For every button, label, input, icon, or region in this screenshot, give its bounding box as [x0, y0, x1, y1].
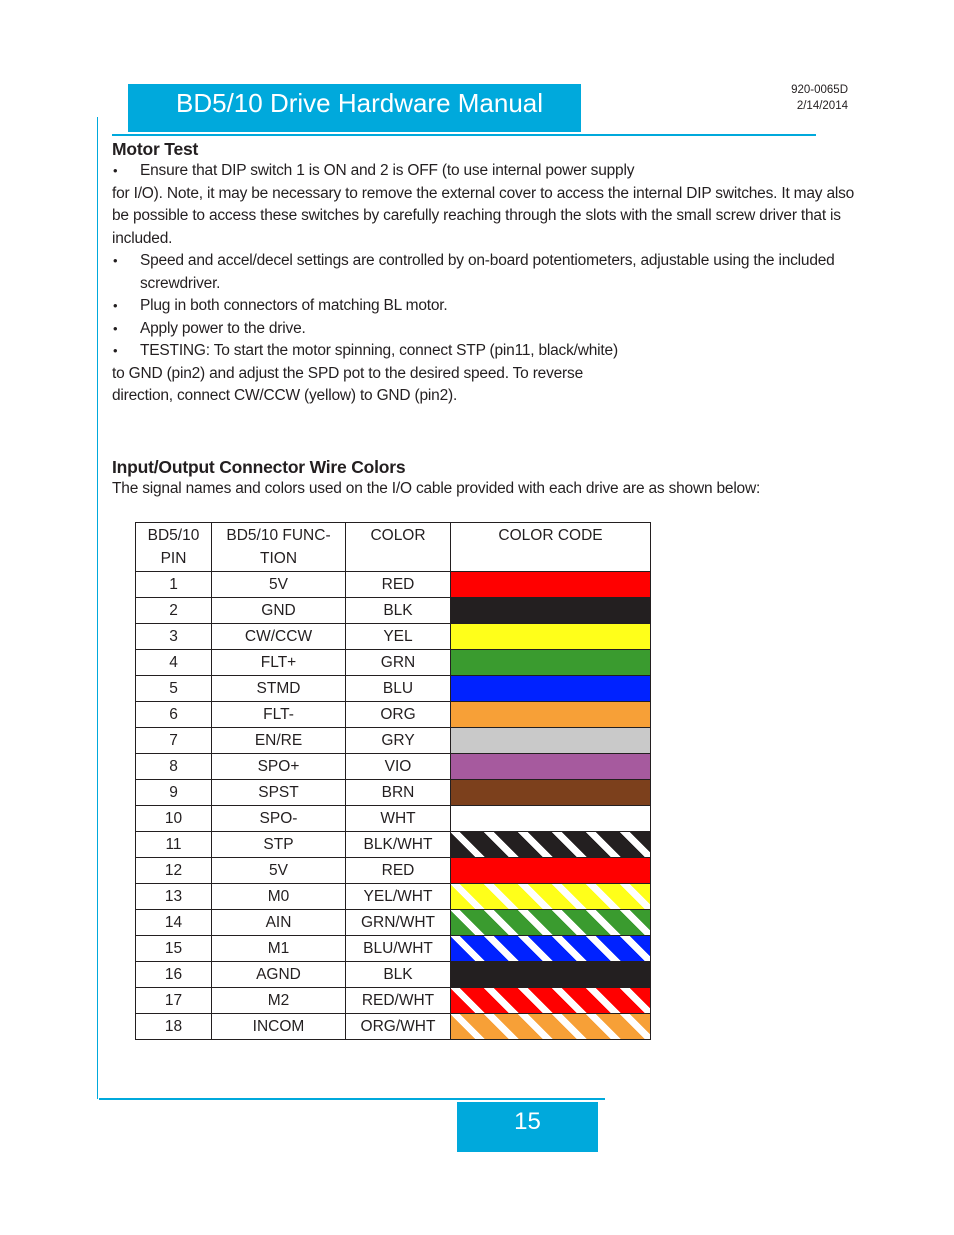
table-row: [136, 962, 651, 988]
testing-continuation-2: direction, connect CW/CCW (yellow) to GND (pin2).: [112, 387, 458, 404]
color-name-cell: YEL: [346, 624, 451, 650]
wire-table-body: [136, 572, 651, 1040]
function-cell: GND: [212, 598, 346, 624]
color-swatch: [451, 702, 650, 727]
manual-title-banner: [128, 84, 581, 132]
pin-cell: 12: [136, 858, 212, 884]
pin-cell: 6: [136, 702, 212, 728]
pin-cell: 9: [136, 780, 212, 806]
function-cell: M0: [212, 884, 346, 910]
list-item: • Speed and accel/decel settings are controlled by on-board potentiometers, adjustable using the included screwdriver.: [112, 250, 862, 295]
document-number: 920-0065D: [791, 84, 848, 96]
column-header-function-line1: BD5/10 FUNC-: [226, 527, 331, 544]
pin-cell: 13: [136, 884, 212, 910]
color-name-cell: BLU/WHT: [346, 936, 451, 962]
color-swatch: [451, 598, 650, 623]
table-row: [136, 1014, 651, 1040]
color-code-cell: [451, 728, 651, 754]
color-code-cell: [451, 676, 651, 702]
table-row: [136, 884, 651, 910]
page-content: [112, 138, 862, 500]
table-row: [136, 988, 651, 1014]
bullet-continuation: for I/O). Note, it may be necessary to remove the external cover to access the internal DIP switches. It may also be possible to access these switches by carefully reaching through the slots with the small screw driver that is included.: [112, 184, 855, 247]
pin-cell: 8: [136, 754, 212, 780]
table-row: [136, 572, 651, 598]
document-meta: [791, 82, 848, 114]
table-row: [136, 832, 651, 858]
manual-title: BD5/10 Drive Hardware Manual: [176, 88, 544, 118]
function-cell: AIN: [212, 910, 346, 936]
function-cell: 5V: [212, 858, 346, 884]
list-item: • TESTING: To start the motor spinning, connect STP (pin11, black/white): [112, 340, 862, 363]
color-code-cell: [451, 702, 651, 728]
table-row: [136, 936, 651, 962]
column-header-color: COLOR: [346, 523, 451, 572]
function-cell: STP: [212, 832, 346, 858]
color-code-cell: [451, 936, 651, 962]
function-cell: FLT-: [212, 702, 346, 728]
pin-cell: 2: [136, 598, 212, 624]
table-row: [136, 624, 651, 650]
table-row: [136, 858, 651, 884]
io-colors-intro: The signal names and colors used on the I/O cable provided with each drive are as shown below:: [112, 479, 761, 497]
color-name-cell: RED/WHT: [346, 988, 451, 1014]
bullet-text: Ensure that DIP switch 1 is ON and 2 is OFF (to use internal power supply: [140, 162, 635, 179]
table-row: [136, 754, 651, 780]
color-code-cell: [451, 832, 651, 858]
striped-color-swatch: [451, 884, 650, 909]
function-cell: SPO-: [212, 806, 346, 832]
color-name-cell: BLU: [346, 676, 451, 702]
striped-color-swatch: [451, 1014, 650, 1039]
table-row: [136, 806, 651, 832]
table-row: [136, 598, 651, 624]
color-code-cell: [451, 806, 651, 832]
list-item: • Apply power to the drive.: [112, 318, 862, 341]
pin-cell: 7: [136, 728, 212, 754]
table-header-row: [136, 523, 651, 572]
io-colors-heading: Input/Output Connector Wire Colors: [112, 456, 406, 477]
color-name-cell: VIO: [346, 754, 451, 780]
color-code-cell: [451, 1014, 651, 1040]
color-swatch: [451, 858, 650, 883]
color-code-cell: [451, 962, 651, 988]
color-code-cell: [451, 910, 651, 936]
pin-cell: 4: [136, 650, 212, 676]
pin-cell: 15: [136, 936, 212, 962]
color-name-cell: GRN: [346, 650, 451, 676]
pin-cell: 1: [136, 572, 212, 598]
pin-cell: 5: [136, 676, 212, 702]
color-name-cell: RED: [346, 572, 451, 598]
table-row: [136, 910, 651, 936]
striped-color-swatch: [451, 988, 650, 1013]
column-header-pin-line2: PIN: [160, 550, 187, 567]
pin-cell: 14: [136, 910, 212, 936]
left-rule: [97, 117, 98, 1099]
color-name-cell: RED: [346, 858, 451, 884]
pin-cell: 10: [136, 806, 212, 832]
table-row: [136, 650, 651, 676]
pin-cell: 16: [136, 962, 212, 988]
pin-cell: 17: [136, 988, 212, 1014]
color-swatch: [451, 728, 650, 753]
column-header-color-code: COLOR CODE: [451, 523, 651, 572]
color-name-cell: WHT: [346, 806, 451, 832]
column-header-function: [212, 523, 346, 572]
column-header-function-line2: TION: [259, 550, 298, 567]
color-swatch: [451, 572, 650, 597]
color-swatch: [451, 650, 650, 675]
function-cell: M1: [212, 936, 346, 962]
function-cell: M2: [212, 988, 346, 1014]
table-row: [136, 728, 651, 754]
list-item: • Plug in both connectors of matching BL motor.: [112, 295, 862, 318]
color-name-cell: YEL/WHT: [346, 884, 451, 910]
motor-test-list: [112, 160, 862, 183]
function-cell: EN/RE: [212, 728, 346, 754]
color-code-cell: [451, 650, 651, 676]
color-code-cell: [451, 884, 651, 910]
color-name-cell: BLK/WHT: [346, 832, 451, 858]
pin-cell: 3: [136, 624, 212, 650]
function-cell: AGND: [212, 962, 346, 988]
function-cell: FLT+: [212, 650, 346, 676]
list-item: [112, 160, 862, 183]
color-code-cell: [451, 858, 651, 884]
color-name-cell: ORG/WHT: [346, 1014, 451, 1040]
color-swatch: [451, 624, 650, 649]
table-row: [136, 676, 651, 702]
document-date: 2/14/2014: [796, 100, 848, 112]
color-code-cell: [451, 754, 651, 780]
color-swatch: [451, 676, 650, 701]
color-name-cell: BLK: [346, 962, 451, 988]
pin-cell: 18: [136, 1014, 212, 1040]
motor-test-heading: Motor Test: [112, 139, 199, 159]
color-code-cell: [451, 988, 651, 1014]
page-number-box: [457, 1102, 598, 1152]
function-cell: STMD: [212, 676, 346, 702]
color-name-cell: GRN/WHT: [346, 910, 451, 936]
color-code-cell: [451, 572, 651, 598]
function-cell: INCOM: [212, 1014, 346, 1040]
striped-color-swatch: [451, 910, 650, 935]
function-cell: CW/CCW: [212, 624, 346, 650]
color-swatch: [451, 806, 650, 831]
page-number: 15: [514, 1108, 541, 1135]
table-row: [136, 780, 651, 806]
column-header-pin-line1: BD5/10: [147, 527, 200, 544]
color-swatch: [451, 754, 650, 779]
color-name-cell: BLK: [346, 598, 451, 624]
footer-rule: [99, 1098, 605, 1100]
color-code-cell: [451, 780, 651, 806]
wire-color-table: [135, 522, 651, 1040]
motor-test-list-2: [112, 250, 862, 363]
color-code-cell: [451, 598, 651, 624]
testing-continuation-1: to GND (pin2) and adjust the SPD pot to the desired speed. To reverse: [112, 364, 583, 382]
function-cell: SPST: [212, 780, 346, 806]
color-name-cell: ORG: [346, 702, 451, 728]
striped-color-swatch: [451, 936, 650, 961]
table-row: [136, 702, 651, 728]
color-name-cell: BRN: [346, 780, 451, 806]
striped-color-swatch: [451, 832, 650, 857]
color-name-cell: GRY: [346, 728, 451, 754]
color-swatch: [451, 780, 650, 805]
color-code-cell: [451, 624, 651, 650]
pin-cell: 11: [136, 832, 212, 858]
header-rule: [112, 134, 816, 136]
column-header-pin: [136, 523, 212, 572]
function-cell: 5V: [212, 572, 346, 598]
color-swatch: [451, 962, 650, 987]
function-cell: SPO+: [212, 754, 346, 780]
